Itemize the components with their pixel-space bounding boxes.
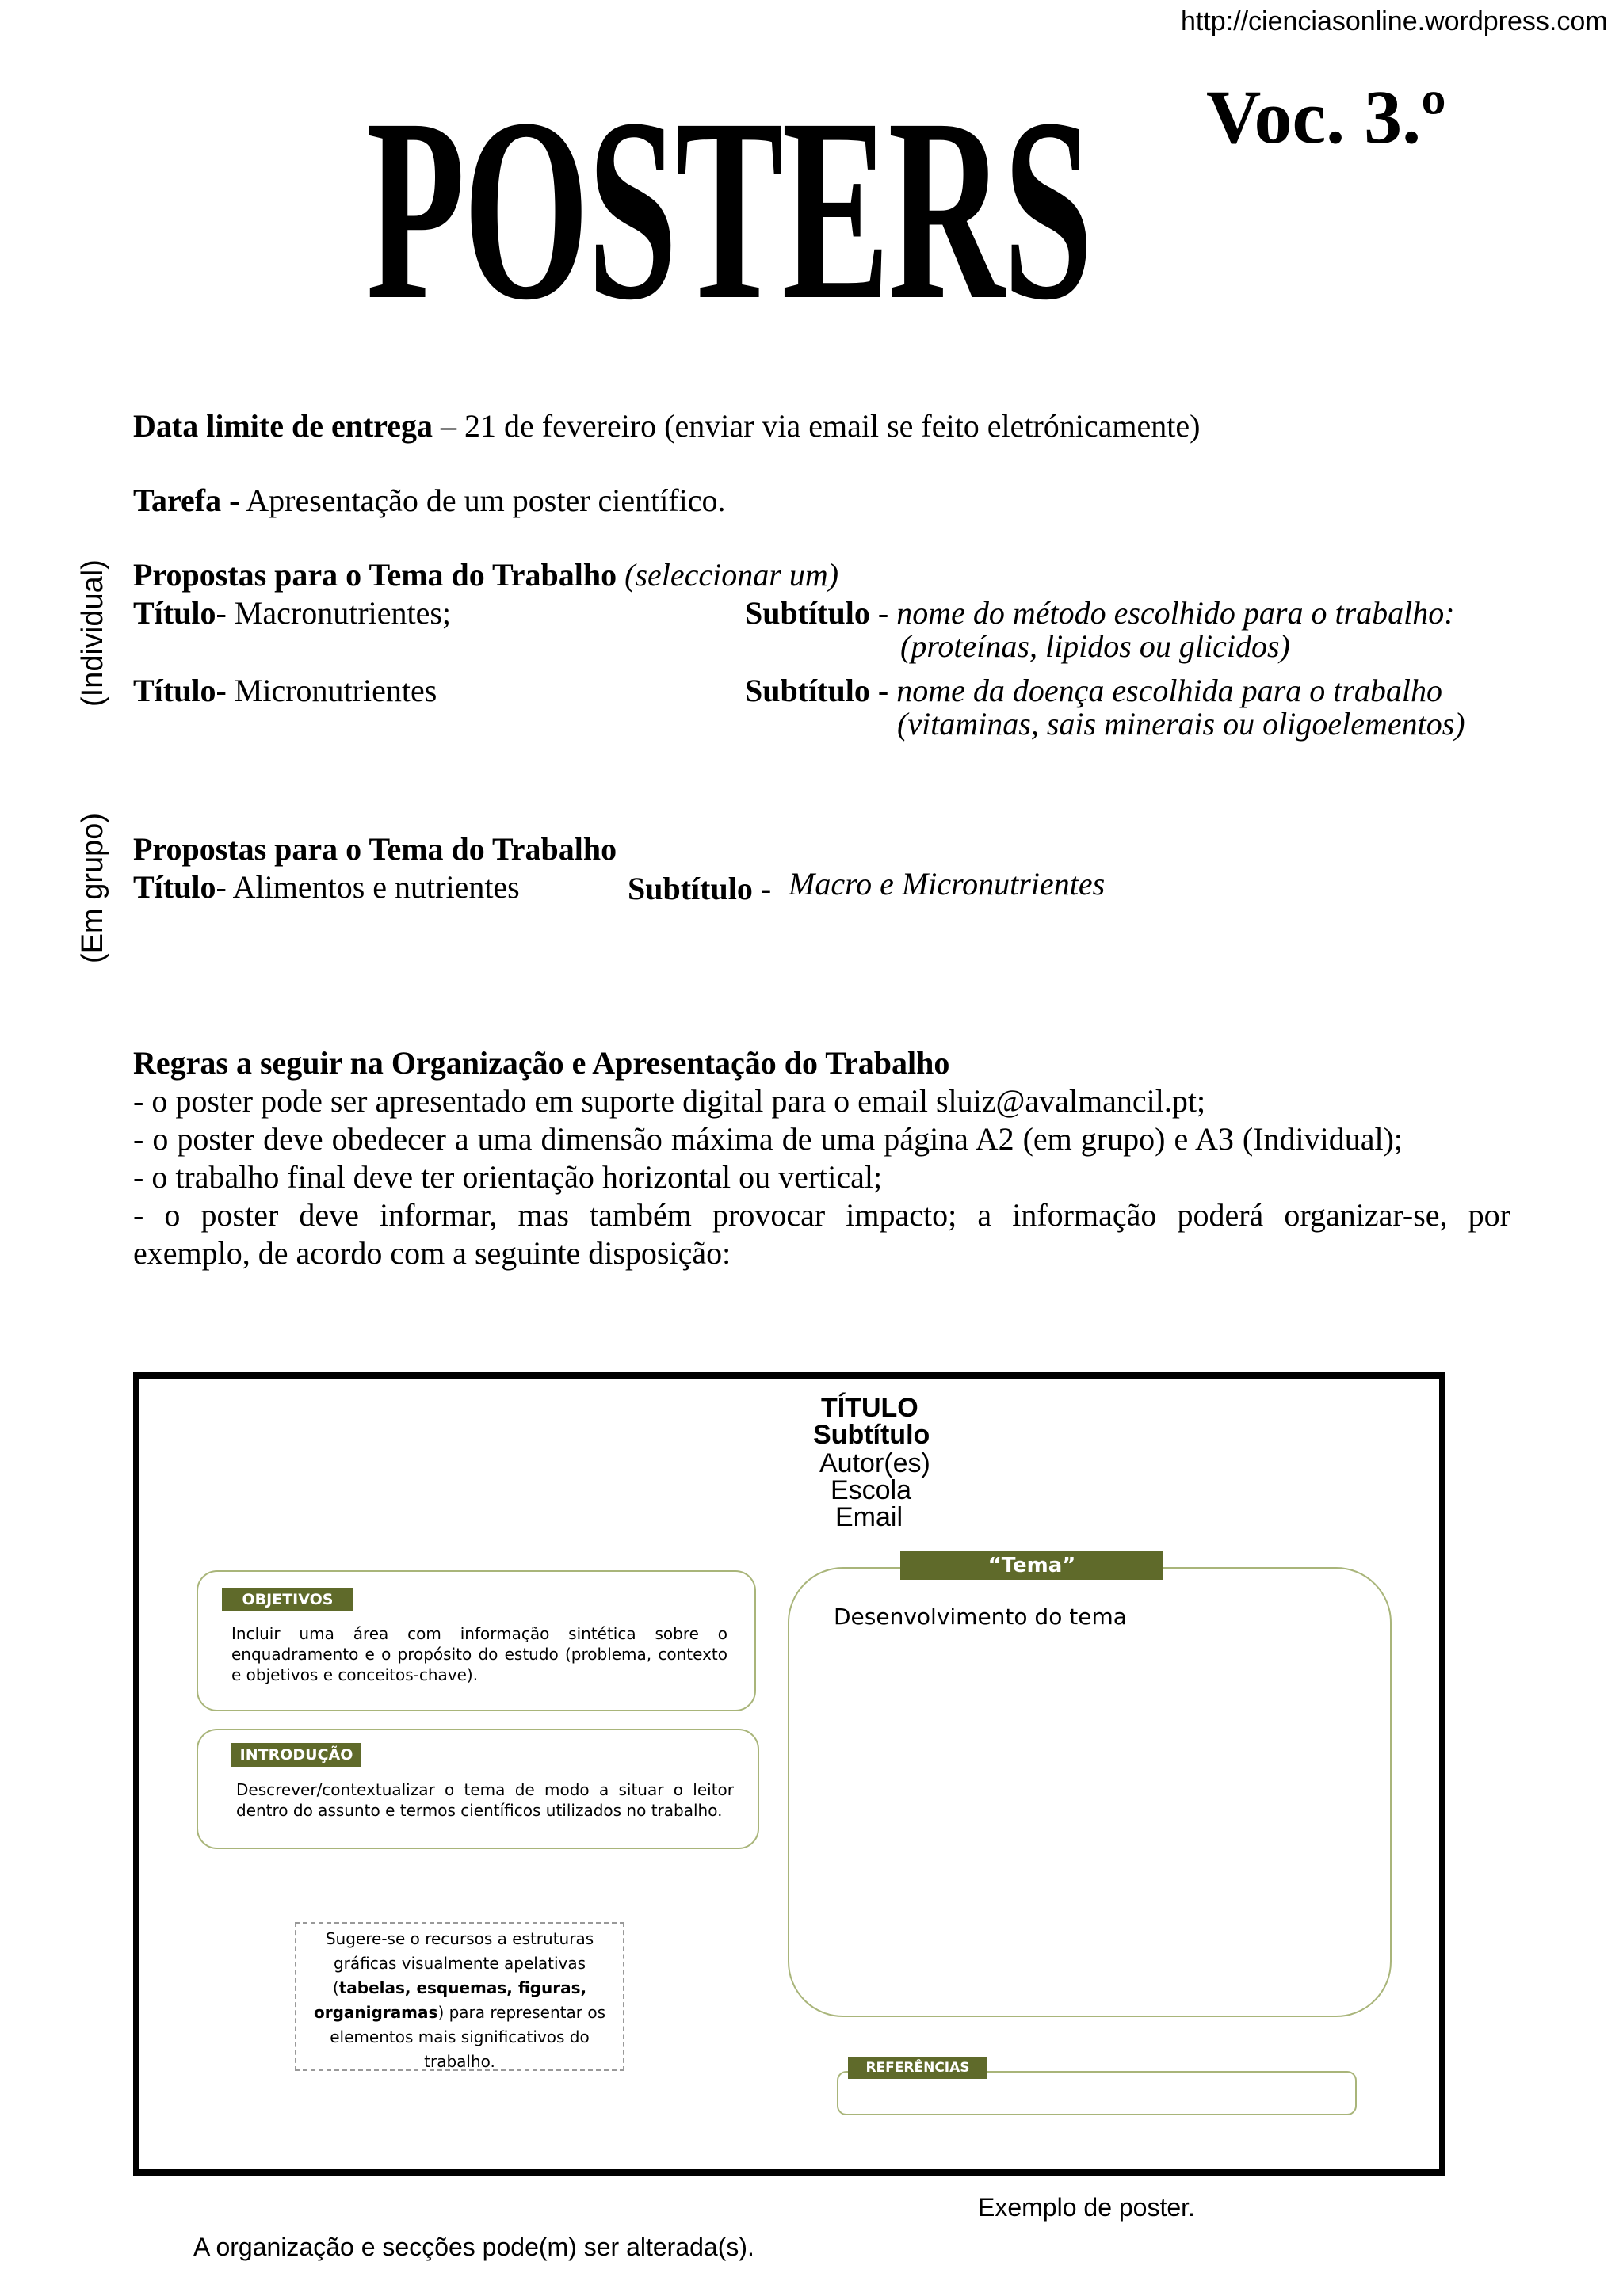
group-subtitle-label: Subtítulo - (628, 871, 772, 906)
referencias-label: REFERÊNCIAS (848, 2057, 987, 2079)
suggestion-box (295, 1922, 624, 2071)
poster-header-subtitle: Subtítulo (813, 1420, 930, 1450)
rule-item: - o poster pode ser apresentado em suporte digital para o email sluiz@avalmancil.pt; (133, 1083, 1206, 1119)
caption-example: Exemplo de poster. (978, 2193, 1195, 2222)
deadline-text: – 21 de fevereiro (enviar via email se feito eletrónicamente) (433, 408, 1201, 444)
introducao-text: Descrever/contextualizar o tema de modo a situar o leitor dentro do assunto e termos científicos utilizados no trabalho. (236, 1780, 734, 1820)
individual-heading (133, 559, 838, 591)
rule-item: - o poster deve obedecer a uma dimensão máxima de uma página A2 (em grupo) e A3 (Individual); (133, 1121, 1403, 1157)
poster-header-authors: Autor(es) (819, 1448, 930, 1478)
suggestion-line: trabalho. (424, 2052, 495, 2071)
suggestion-line: Sugere-se o recursos a estruturas (325, 1929, 594, 1948)
subtitle-label: Subtítulo (745, 595, 870, 631)
subtitle-dash: - (869, 595, 897, 631)
suggestion-line: elementos mais significativos do (330, 2027, 590, 2046)
title-label: Título (133, 869, 216, 905)
objetivos-text: Incluir uma área com informação sintética sobre o enquadramento e o propósito do estudo (problema, contexto e objetivos e conceitos-chave). (231, 1624, 727, 1684)
poster-header-email: Email (835, 1502, 903, 1532)
deadline-line (133, 410, 1200, 442)
suggestion-line: (tabelas, esquemas, figuras, (332, 1978, 587, 1997)
rule-item: - o trabalho final deve ter orientação horizontal ou vertical; (133, 1159, 883, 1195)
caption-note: A organização e secções pode(m) ser alterada(s). (193, 2233, 754, 2261)
side-label-individual: (Individual) (76, 559, 109, 707)
suggestion-line: organigramas) para representar os (314, 2003, 605, 2022)
tema-text: Desenvolvimento do tema (834, 1604, 1127, 1630)
group-heading-text: Propostas para o Tema do Trabalho (133, 831, 617, 867)
suggestion-line: gráficas visualmente apelativas (333, 1954, 586, 1973)
poster-header-title: TÍTULO (821, 1393, 918, 1423)
group-title (133, 871, 520, 903)
individual-subtitle-2 (745, 675, 1442, 707)
group-heading (133, 833, 617, 865)
rule-item: - o poster deve informar, mas também provocar impacto; a informação poderá organizar-se, por (133, 1197, 1510, 1233)
rules-heading: Regras a seguir na Organização e Apresentação do Trabalho (133, 1045, 950, 1081)
subtitle-text: nome do método escolhido para o trabalho: (896, 595, 1455, 631)
grade-label: Voc. 3.º (1206, 74, 1446, 159)
group-subtitle-text: Macro e Micronutrientes (789, 866, 1106, 902)
tema-box (788, 1567, 1392, 2017)
title-text: - Micronutrientes (216, 673, 437, 708)
task-text: - Apresentação de um poster científico. (221, 482, 726, 518)
individual-heading-text: Propostas para o Tema do Trabalho (133, 557, 617, 593)
title-text: - Macronutrientes; (216, 595, 452, 631)
individual-subtitle-1-line2: (proteínas, lipidos ou glicidos) (900, 628, 1290, 664)
individual-heading-note: (seleccionar um) (617, 557, 839, 593)
individual-subtitle-1 (745, 597, 1455, 629)
side-label-group: (Em grupo) (76, 812, 109, 963)
rule-item: exemplo, de acordo com a seguinte disposição: (133, 1235, 731, 1271)
title-text: - Alimentos e nutrientes (216, 869, 520, 905)
page-title: POSTERS (366, 65, 1092, 354)
tema-label: “Tema” (900, 1551, 1163, 1580)
introducao-label: INTRODUÇÃO (231, 1743, 361, 1767)
deadline-label: Data limite de entrega (133, 408, 433, 444)
subtitle-label: Subtítulo (745, 673, 870, 708)
poster-header-school: Escola (831, 1475, 912, 1505)
subtitle-dash: - (869, 673, 897, 708)
subtitle-text: nome da doença escolhida para o trabalho (896, 673, 1442, 708)
objetivos-label: OBJETIVOS (222, 1588, 353, 1611)
task-label: Tarefa (133, 482, 222, 518)
title-label: Título (133, 595, 216, 631)
task-line (133, 482, 726, 518)
title-label: Título (133, 673, 216, 708)
individual-subtitle-2-line2: (vitaminas, sais minerais ou oligoelementos) (897, 706, 1465, 742)
individual-title-2 (133, 675, 437, 707)
site-url[interactable]: http://cienciasonline.wordpress.com (1181, 6, 1608, 36)
individual-title-1 (133, 597, 451, 629)
